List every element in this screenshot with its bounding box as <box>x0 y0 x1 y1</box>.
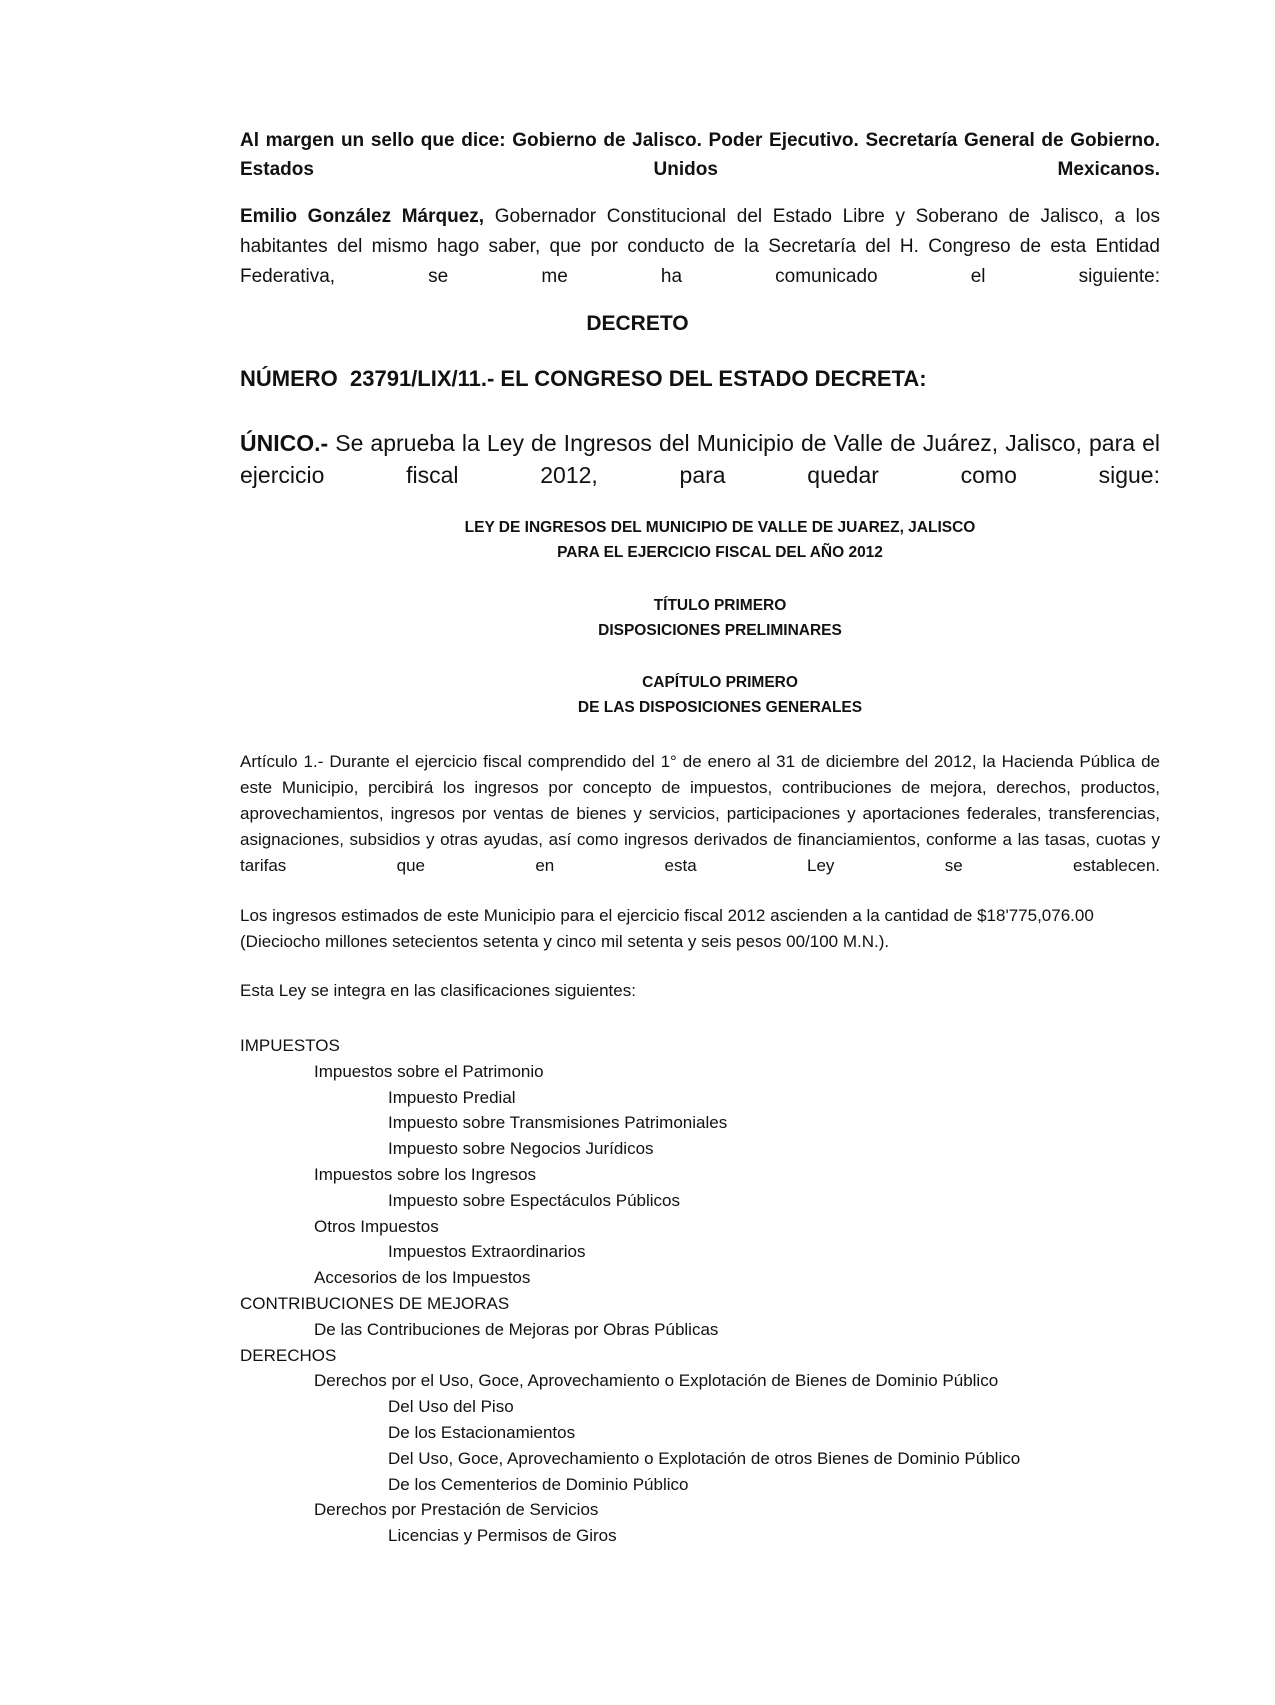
classification-item: Impuestos sobre el Patrimonio <box>314 1061 544 1081</box>
classification-item: Otros Impuestos <box>314 1216 439 1236</box>
classification-item: Del Uso del Piso <box>388 1397 514 1417</box>
classification-item: Impuesto sobre Espectáculos Públicos <box>388 1190 680 1210</box>
classification-item: Impuestos Extraordinarios <box>388 1242 586 1262</box>
law-title-line1: LEY DE INGRESOS DEL MUNICIPIO DE VALLE DE JUAREZ, JALISCO <box>464 519 976 536</box>
classification-item: Licencias y Permisos de Giros <box>388 1526 617 1546</box>
classification-item: Derechos por el Uso, Goce, Aprovechamiento o Explotación de Bienes de Dominio Público <box>314 1371 999 1391</box>
capitulo-line2: DE LAS DISPOSICIONES GENERALES <box>577 699 863 716</box>
governor-text: Gobernador Constitucional del Estado Libre y Soberano de Jalisco, a los habitantes del mismo hago saber, que por conducto de la Secretaría del H. Congreso de esta Entidad Federativa, se me ha comunicado el siguiente: <box>240 206 1160 287</box>
classification-item: Derechos por Prestación de Servicios <box>314 1500 599 1520</box>
articulo-1: Artículo 1.- Durante el ejercicio fiscal comprendido del 1° de enero al 31 de diciembre del 2012, la Hacienda Pública de este Municipio, percibirá los ingresos por concepto de impuestos, contribuciones de mejora, derechos, productos, aprovechamientos, ingresos por ventas de bienes y servicios, participaciones y aportaciones federales, transferencias, asignaciones, subsidios y otras ayudas, así como ingresos derivados de financiamientos, conforme a las tasas, cuotas y tarifas que en esta Ley se establecen. <box>240 752 1160 875</box>
classification-item: CONTRIBUCIONES DE MEJORAS <box>240 1293 510 1313</box>
unico-text: Se aprueba la Ley de Ingresos del Municipio de Valle de Juárez, Jalisco, para el ejercicio fiscal 2012, para quedar como sigue: <box>240 430 1160 488</box>
titulo-heading <box>0 593 1275 643</box>
titulo-line2: DISPOSICIONES PRELIMINARES <box>598 622 842 639</box>
law-title-line2: PARA EL EJERCICIO FISCAL DEL AÑO 2012 <box>557 544 883 561</box>
classification-item: De los Estacionamientos <box>388 1422 576 1442</box>
classification-item: Accesorios de los Impuestos <box>314 1268 531 1288</box>
integra-intro: Esta Ley se integra en las clasificaciones siguientes: <box>240 981 636 1000</box>
unico-paragraph <box>240 427 1160 491</box>
classification-item: De los Cementerios de Dominio Público <box>388 1474 689 1494</box>
law-title <box>0 515 1275 565</box>
governor-paragraph <box>240 202 1160 292</box>
classification-item: Impuestos sobre los Ingresos <box>314 1164 537 1184</box>
classification-item: De las Contribuciones de Mejoras por Obras Públicas <box>314 1319 719 1339</box>
decree-title: DECRETO <box>586 312 689 335</box>
classification-item: DERECHOS <box>240 1345 337 1365</box>
classification-item: Del Uso, Goce, Aprovechamiento o Explotación de otros Bienes de Dominio Público <box>388 1448 1021 1468</box>
capitulo-heading <box>0 670 1275 720</box>
titulo-line1: TÍTULO PRIMERO <box>653 597 787 614</box>
unico-label: ÚNICO.- <box>240 430 329 456</box>
governor-name: Emilio González Márquez, <box>240 206 485 227</box>
ingresos-estimados: Los ingresos estimados de este Municipio para el ejercicio fiscal 2012 ascienden a la cantidad de $18'775,076.00 (Dieciocho millones setecientos setenta y cinco mil setenta y seis pesos 00/100 M.N.). <box>240 906 1094 951</box>
seal-note: Al margen un sello que dice: Gobierno de Jalisco. Poder Ejecutivo. Secretaría General de Gobierno. Estados Unidos Mexicanos. <box>240 130 1160 180</box>
classification-item: Impuesto sobre Negocios Jurídicos <box>388 1139 654 1159</box>
classification-item: Impuesto Predial <box>388 1087 516 1107</box>
capitulo-line1: CAPÍTULO PRIMERO <box>642 674 798 691</box>
classifications-list <box>240 1033 1020 1549</box>
classification-item: Impuesto sobre Transmisiones Patrimoniales <box>388 1113 728 1133</box>
decree-number: NÚMERO 23791/LIX/11.- EL CONGRESO DEL ESTADO DECRETA: <box>240 366 927 391</box>
classification-item: IMPUESTOS <box>240 1036 340 1055</box>
